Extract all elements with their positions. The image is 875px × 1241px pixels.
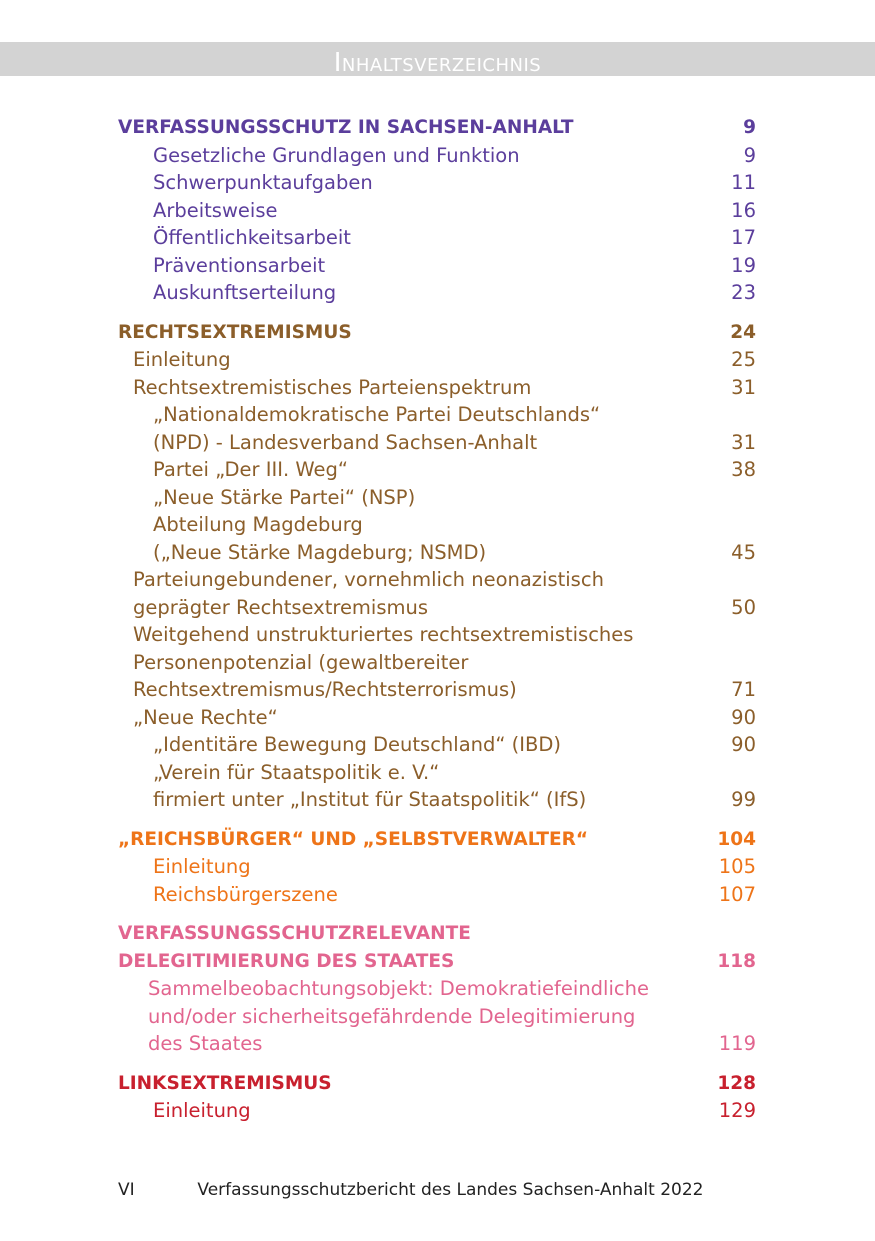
footer-text: Verfassungsschutzbericht des Landes Sachsen-Anhalt 2022 (197, 1180, 704, 1200)
toc-page-number: 50 (731, 595, 756, 619)
toc-entry-label: Partei „Der III. Weg“ (153, 458, 349, 481)
toc-page-number: 25 (731, 348, 756, 371)
toc-entry-label: Auskunftserteilung (153, 281, 337, 304)
toc-page-number: 71 (731, 678, 756, 701)
toc-entry-label: Präventionsarbeit (153, 253, 326, 277)
toc-entry[interactable] (118, 975, 756, 1058)
toc-entry-label: Weitgehend unstrukturiertes rechtsextremistisches Personenpotenzial (gewaltbereiter Rechtsextremismus/Rechtsterrorismus) (133, 623, 634, 701)
toc-entry[interactable] (118, 374, 756, 402)
toc-entry[interactable] (118, 731, 756, 759)
toc-entry-label: Einleitung (153, 855, 251, 878)
toc-entry[interactable] (118, 704, 756, 732)
toc-entry[interactable] (118, 1097, 756, 1125)
toc-entry-label: Parteiungebundener, vornehmlich neonazistisch geprägter Rechtsextremismus (133, 568, 604, 619)
toc-heading[interactable] (118, 826, 756, 854)
toc-entry[interactable] (118, 142, 756, 170)
toc-entry-label: „Verein für Staatspolitik e. V.“ firmiert unter „Institut für Staatspolitik“ (IfS) (153, 760, 587, 811)
toc-page-number: 23 (731, 281, 756, 304)
toc-section-verfassungsschutz (118, 114, 756, 307)
toc-heading[interactable] (118, 319, 756, 347)
toc-heading-label: „REICHSBÜRGER“ UND „SELBSTVERWALTER“ (118, 828, 589, 850)
toc-heading[interactable] (118, 114, 756, 142)
toc-page-number: 129 (718, 1099, 756, 1122)
toc-entry[interactable] (118, 881, 756, 909)
toc-page-number: 16 (731, 198, 756, 222)
toc-page-number: 104 (717, 828, 756, 850)
toc-entry-label: „Neue Stärke Partei“ (NSP) Abteilung Magdeburg („Neue Stärke Magdeburg; NSMD) (153, 485, 487, 564)
toc-heading[interactable] (118, 1070, 756, 1098)
toc-entry[interactable] (118, 252, 756, 280)
toc-page-number: 128 (717, 1072, 756, 1094)
toc-section-linksextremismus (118, 1070, 756, 1125)
toc-page-number: 45 (731, 540, 756, 564)
toc-heading-label: LINKSEXTREMISMUS (118, 1072, 332, 1094)
toc-page-number: 24 (730, 321, 756, 343)
toc-page-number: 105 (718, 855, 756, 878)
toc-page-number: 19 (731, 253, 756, 277)
toc-entry-label: „Identitäre Bewegung Deutschland“ (IBD) (153, 733, 562, 756)
toc-entry-label: Reichsbürgerszene (153, 882, 338, 906)
toc-entry[interactable] (118, 621, 756, 704)
toc-entry[interactable] (118, 169, 756, 197)
toc-page-number: 11 (731, 171, 756, 194)
toc-page-number: 90 (731, 733, 756, 756)
toc-entry[interactable] (118, 853, 756, 881)
toc-entry-label: Arbeitsweise (153, 198, 278, 222)
toc-heading[interactable] (118, 920, 756, 975)
toc-entry-label: „Nationaldemokratische Partei Deutschlands“ (NPD) - Landesverband Sachsen-Anhalt (153, 403, 601, 454)
toc-page-number: 9 (743, 143, 756, 167)
toc-page-number: 17 (731, 226, 756, 249)
toc-section-delegitimierung (118, 920, 756, 1058)
toc-entry[interactable] (118, 346, 756, 374)
toc-section-reichsbuerger (118, 826, 756, 909)
toc-page-number: 31 (731, 375, 756, 399)
toc-page-number: 99 (731, 788, 756, 811)
toc-entry-label: Einleitung (133, 348, 231, 371)
toc-entry[interactable] (118, 759, 756, 814)
toc-entry-label: Öffentlichkeitsarbeit (153, 226, 351, 249)
toc-entry-label: Sammelbeobachtungsobjekt: Demokratiefeindliche und/oder sicherheitsgefährdende Delegitimierung des Staates (148, 977, 649, 1055)
toc-entry-label: „Neue Rechte“ (133, 705, 278, 729)
toc-section-rechtsextremismus (118, 319, 756, 814)
toc-page-number: 38 (731, 458, 756, 481)
toc-entry-label: Einleitung (153, 1099, 251, 1122)
toc-page-number: 31 (731, 430, 756, 454)
toc-entry[interactable] (118, 566, 756, 621)
toc-entry[interactable] (118, 401, 756, 456)
page-folio: VI (118, 1180, 135, 1200)
toc-entry-label: Schwerpunktaufgaben (153, 171, 373, 194)
toc-page-number: 9 (743, 117, 756, 138)
toc-page-number: 90 (731, 705, 756, 729)
toc-entry-label: Gesetzliche Grundlagen und Funktion (153, 143, 520, 167)
page-footer (118, 1180, 704, 1200)
toc-page-number: 118 (717, 950, 756, 972)
toc-entry[interactable] (118, 484, 756, 567)
table-of-contents (118, 114, 756, 1137)
toc-heading-label: VERFASSUNGSSCHUTZRELEVANTE DELEGITIMIERUNG DES STAATES (118, 923, 471, 972)
toc-entry-label: Rechtsextremistisches Parteienspektrum (133, 375, 532, 399)
toc-entry[interactable] (118, 456, 756, 484)
toc-heading-label: RECHTSEXTREMISMUS (118, 321, 352, 343)
toc-entry[interactable] (118, 224, 756, 252)
toc-entry[interactable] (118, 197, 756, 225)
toc-page-number: 107 (718, 882, 756, 906)
toc-heading-label: VERFASSUNGSSCHUTZ IN SACHSEN-ANHALT (118, 117, 574, 138)
toc-entry[interactable] (118, 279, 756, 307)
page-title: Inhaltsverzeichnis (333, 48, 542, 78)
toc-page-number: 119 (718, 1032, 756, 1055)
